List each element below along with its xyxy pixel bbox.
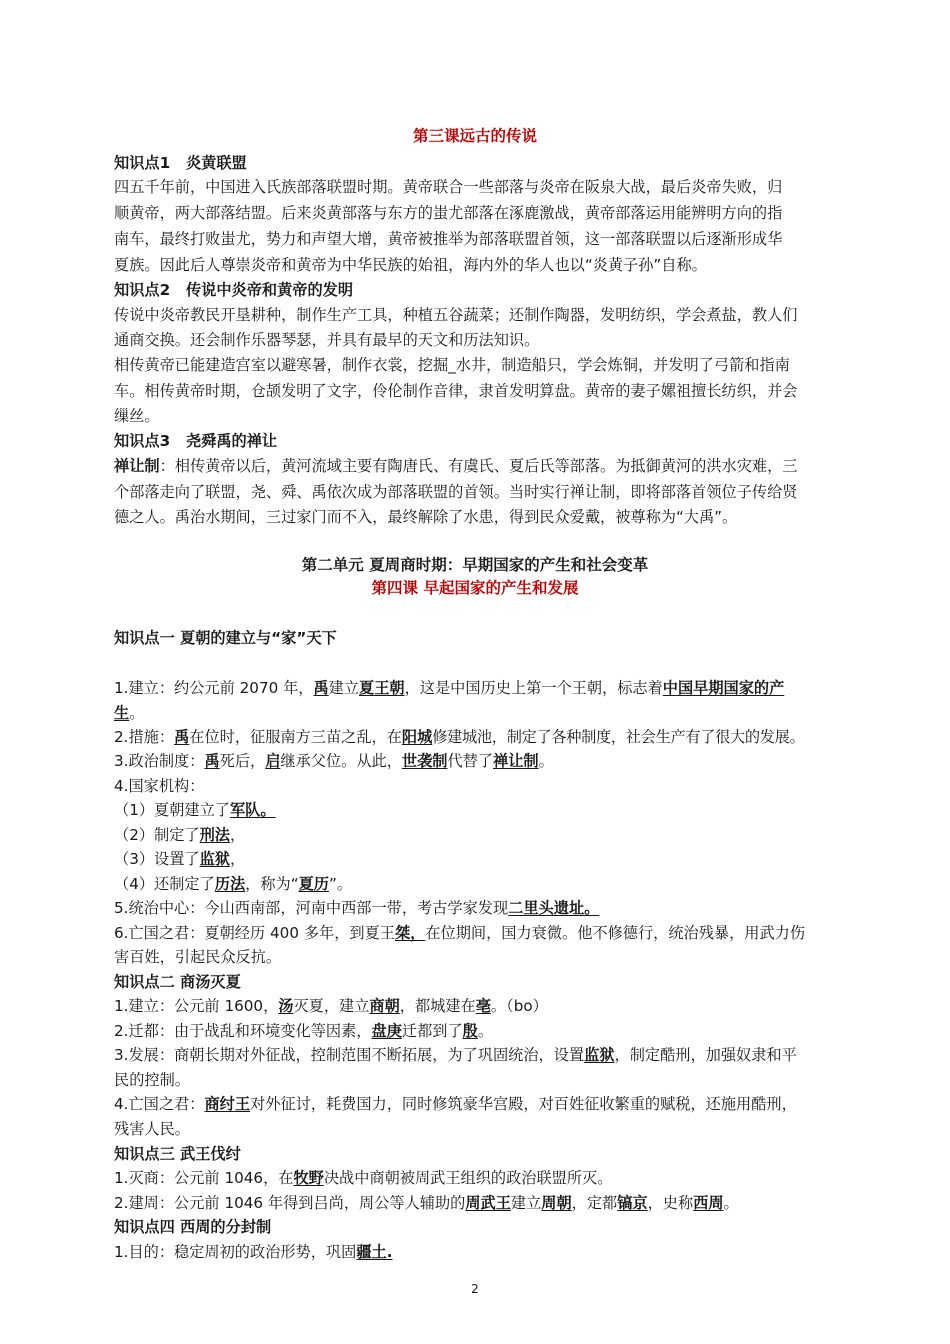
- paragraph-line: 残害人民。: [114, 1120, 190, 1138]
- kpB-heading: 知识点二 商汤灭夏: [114, 973, 241, 991]
- key-term: 夏历: [298, 875, 329, 893]
- text-run: 在位时，征服南方三苗之乱，在: [189, 728, 402, 746]
- term-chanrang: 禅让制: [114, 457, 160, 475]
- text-run: 6.亡国之君：夏朝经历 400 多年，到夏王: [114, 924, 395, 942]
- text-run: 3.发展：商朝长期对外征战，控制范围不断拓展，为了巩固统治，设置: [114, 1046, 585, 1064]
- text-run: 。: [723, 1194, 739, 1212]
- paragraph-line: [114, 727, 804, 747]
- paragraph-line: [114, 678, 784, 698]
- text-run: 代替了: [447, 752, 493, 770]
- paragraph-line: [114, 456, 797, 476]
- paragraph-line: 4.国家机构：: [114, 777, 205, 795]
- paragraph-line: 传说中炎帝教民开垦耕种，制作生产工具，种植五谷蔬菜；还制作陶器，发明纺织，学会煮盐，教人们: [114, 306, 798, 324]
- text-run: 迁都到了: [401, 1022, 463, 1040]
- text-run: 3.政治制度：: [114, 752, 205, 770]
- lesson-4-title: 第四课 早起国家的产生和发展: [371, 579, 579, 597]
- paragraph-line: [114, 996, 548, 1016]
- text-run: ：相传黄帝以后，黄河流域主要有陶唐氏、有虞氏、夏后氏等部落。为抵御黄河的洪水灾难，三: [159, 457, 798, 475]
- paragraph-line: 车。相传黄帝时期，仓颉发明了文字，伶伦制作音律，隶首发明算盘。黄帝的妻子嫘祖擅长纺织，并会: [114, 382, 798, 400]
- key-term: 亳: [475, 997, 491, 1015]
- text-run: 1.灭商：公元前 1046，在: [114, 1169, 294, 1187]
- key-term: 二里头遗址。: [508, 899, 600, 917]
- paragraph-line: [114, 1242, 392, 1262]
- unit-2-title: 第二单元 夏周商时期：早期国家的产生和社会变革: [301, 556, 649, 574]
- lesson-3-title: 第三课远古的传说: [412, 127, 537, 145]
- text-run: 。: [129, 704, 145, 722]
- text-run: （3）设置了: [114, 850, 200, 868]
- kp3-heading: 知识点3 尧舜禹的禅让: [114, 432, 278, 450]
- key-term: 夏王朝: [359, 679, 405, 697]
- paragraph-line: 通商交换。还会制作乐器琴瑟，并具有最早的天文和历法知识。: [114, 331, 540, 349]
- kp2-heading: 知识点2 传说中炎帝和黄帝的发明: [114, 281, 354, 299]
- key-term: 禹: [313, 679, 329, 697]
- key-term: 周朝: [541, 1194, 572, 1212]
- key-term: 启: [265, 752, 281, 770]
- text-run: 建立: [328, 679, 360, 697]
- key-term: 镐京: [617, 1194, 648, 1212]
- text-run: 灭夏，建立: [293, 997, 370, 1015]
- key-term: 商朝: [369, 997, 400, 1015]
- text-run: 4.亡国之君：: [114, 1095, 205, 1113]
- text-run: 2.建周：公元前 1046 年得到吕尚，周公等人辅助的: [114, 1194, 466, 1212]
- paragraph-line: [114, 1045, 797, 1065]
- text-run: 修建城池，制定了各种制度，社会生产有了很大的发展。: [432, 728, 805, 746]
- key-term: 禹: [204, 752, 220, 770]
- key-term: 阳城: [401, 728, 433, 746]
- paragraph-line: 缫丝。: [114, 407, 160, 425]
- text-run: （1）夏朝建立了: [114, 801, 230, 819]
- key-term: 中国早期国家的产: [662, 679, 785, 697]
- paragraph-line: [114, 800, 276, 820]
- key-term: 刑法: [199, 826, 230, 844]
- text-run: 。: [538, 752, 554, 770]
- text-run: 2.迁都：由于战乱和环境变化等因素，: [114, 1022, 372, 1040]
- text-run: 建立: [510, 1194, 542, 1212]
- text-run: ，: [229, 826, 246, 844]
- paragraph-line: 个部落走向了联盟，尧、舜、禹依次成为部落联盟的首领。当时实行禅让制，即将部落首领位子传给贤: [114, 483, 798, 501]
- paragraph-line: 顺黄帝，两大部落结盟。后来炎黄部落与东方的蚩尤部落在涿鹿激战，黄帝部落运用能辨明方向的指: [114, 204, 783, 222]
- paragraph-line: 民的控制。: [114, 1071, 190, 1089]
- paragraph-line: 四五千年前，中国进入氏族部落联盟时期。黄帝联合一些部落与炎帝在阪泉大战，最后炎帝失败，归: [114, 178, 783, 196]
- paragraph-line: [114, 849, 245, 869]
- text-run: （4）还制定了: [114, 875, 215, 893]
- kpC-heading: 知识点三 武王伐纣: [114, 1145, 241, 1163]
- text-run: 。（bo）: [490, 997, 548, 1015]
- key-term: 监狱: [199, 850, 230, 868]
- key-term: 禅让制: [493, 752, 539, 770]
- key-term: 汤: [278, 997, 294, 1015]
- paragraph-line: [114, 1168, 612, 1188]
- text-run: ”。: [328, 875, 353, 893]
- paragraph-line: [114, 1094, 797, 1114]
- text-run: ，制定酷刑，加强奴隶和平: [614, 1046, 797, 1064]
- paragraph-line: [114, 1021, 493, 1041]
- text-run: ，这是中国历史上第一个王朝，标志着: [404, 679, 663, 697]
- key-term: 疆土.: [356, 1243, 393, 1261]
- text-run: 继承父位。从此，: [280, 752, 402, 770]
- key-term: 西周: [693, 1194, 724, 1212]
- text-run: 。: [477, 1022, 493, 1040]
- text-run: ，称为“: [245, 875, 299, 893]
- text-run: 死后，: [219, 752, 266, 770]
- text-run: 1.建立：公元前 1600，: [114, 997, 279, 1015]
- key-term: 牧野: [293, 1169, 324, 1187]
- key-term: 监狱: [584, 1046, 615, 1064]
- key-term: 军队。: [229, 801, 276, 819]
- key-term: 商纣王: [204, 1095, 250, 1113]
- key-term: 历法: [214, 875, 246, 893]
- text-run: ，定都: [571, 1194, 618, 1212]
- key-term: 周武王: [465, 1194, 511, 1212]
- key-term: 殷: [462, 1022, 478, 1040]
- text-run: 1.建立：约公元前 2070 年，: [114, 679, 314, 697]
- paragraph-line: [114, 923, 805, 943]
- text-run: 决战中商朝被周武王组织的政治联盟所灭。: [323, 1169, 613, 1187]
- paragraph-line: 南车，最终打败蚩尤，势力和声望大增，黄帝被推举为部落联盟首领，这一部落联盟以后逐渐形成华: [114, 230, 783, 248]
- key-term: 生: [114, 704, 130, 722]
- paragraph-line: [114, 874, 352, 894]
- paragraph-line: [114, 825, 245, 845]
- kpD-heading: 知识点四 西周的分封制: [114, 1218, 272, 1236]
- kpA-heading: 知识点一 夏朝的建立与“家”天下: [114, 629, 337, 647]
- paragraph-line: [114, 898, 599, 918]
- key-term: 盘庚: [371, 1022, 402, 1040]
- paragraph-line: 夏族。因此后人尊崇炎帝和黄帝为中华民族的始祖，海内外的华人也以“炎黄子孙”自称。: [114, 256, 707, 274]
- text-run: 1.目的：稳定周初的政治形势，巩固: [114, 1243, 357, 1261]
- key-term: 世袭制: [401, 752, 448, 770]
- paragraph-line: [114, 751, 554, 771]
- kp1-heading: 知识点1 炎黄联盟: [114, 154, 247, 172]
- text-run: ，都城建在: [399, 997, 476, 1015]
- paragraph-line: 害百姓，引起民众反抗。: [114, 948, 282, 966]
- text-run: 在位期间，国力衰微。他不修德行，统治残暴，用武力伤: [425, 924, 806, 942]
- key-term: 桀，: [394, 924, 426, 942]
- paragraph-line: 德之人。禹治水期间，三过家门而不入，最终解除了水患，得到民众爱戴，被尊称为“大禹”。: [114, 508, 738, 526]
- text-run: 5.统治中心：今山西南部，河南中西部一带，考古学家发现: [114, 899, 509, 917]
- paragraph-line: [114, 703, 144, 723]
- text-run: 对外征讨，耗费国力，同时修筑豪华宫殿，对百姓征收繁重的赋税，还施用酷刑，: [250, 1095, 797, 1113]
- page-number: 2: [471, 1282, 479, 1296]
- key-term: 禹: [174, 728, 190, 746]
- text-run: ，: [229, 850, 246, 868]
- text-run: （2）制定了: [114, 826, 200, 844]
- paragraph-line: [114, 1193, 739, 1213]
- text-run: 2.措施：: [114, 728, 175, 746]
- text-run: ，史称: [647, 1194, 694, 1212]
- paragraph-line: 相传黄帝已能建造宫室以避寒暑，制作衣裳，挖掘_水井，制造船只，学会炼铜，并发明了弓箭和指南: [114, 356, 790, 374]
